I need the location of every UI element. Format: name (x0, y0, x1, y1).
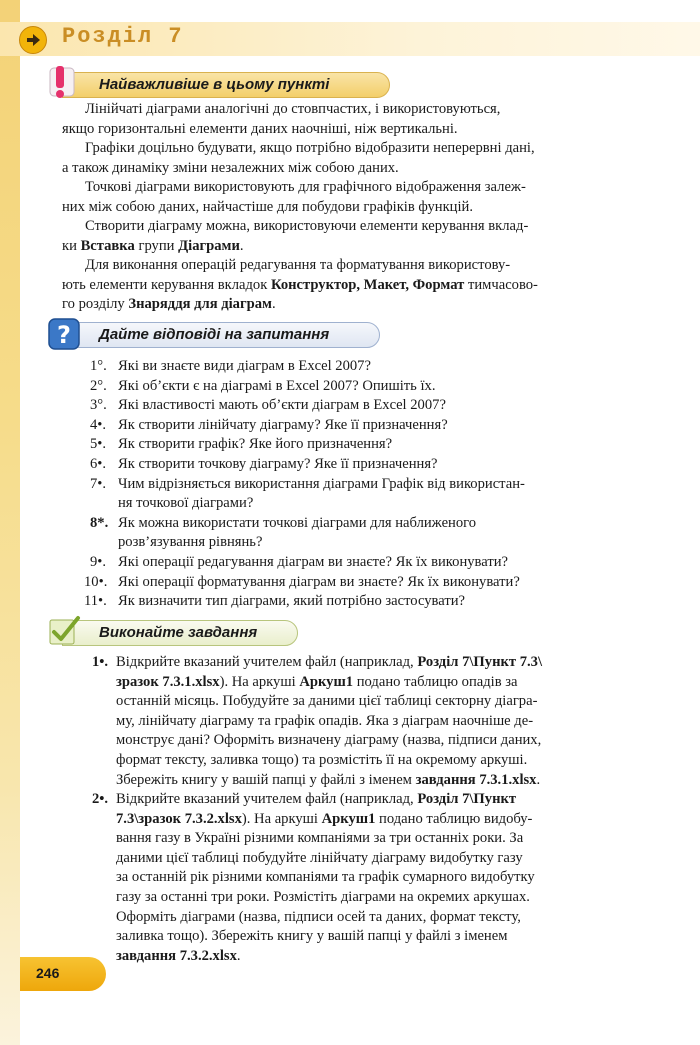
important-p2-line2: а також динаміку зміни незалежних між собою даних. (62, 159, 399, 176)
question-item (84, 573, 650, 593)
question-text: Які ви знаєте види діаграм в Excel 2007? (118, 358, 371, 374)
question-text: Як створити графік? Яке його призначення? (118, 436, 393, 453)
checkmark-notepad-icon (46, 612, 82, 648)
task-2-line6: газу за останні три роки. Розмістіть діаграми на окремих аркушах. (116, 888, 530, 905)
question-text: Які властивості мають об’єкти діаграм в Excel 2007? (118, 397, 446, 414)
tasks-heading: Виконайте завдання (99, 624, 258, 641)
important-p4-line1: Створити діаграму можна, використовуючи елементи керування вклад- (85, 218, 529, 234)
question-text: Як визначити тип діаграми, який потрібно застосувати? (118, 593, 466, 610)
task-2-line3: вання газу в Україні різними компаніями за три останніх роки. За (116, 830, 524, 847)
question-text: Які об’єкти є на діаграмі в Excel 2007? Опишіть їх. (118, 377, 436, 394)
question-text: Які операції редагування діаграм ви знаєте? Як їх виконувати? (118, 553, 509, 570)
bold-term: Діаграми (178, 237, 240, 254)
question-number: 5•. (90, 436, 107, 453)
question-number: 8*. (90, 514, 109, 531)
page-number: 246 (36, 965, 60, 981)
svg-text:?: ? (57, 321, 71, 349)
bold-term: Конструктор, Макет, Формат (270, 276, 465, 293)
important-p5-line3: го розділу Знаряддя для діаграм. (62, 296, 276, 312)
task-1-line1 (92, 653, 652, 673)
bold-term: Аркуш1 (299, 673, 354, 690)
task-1-line4: му, лінійчату діаграму та графік опадів. Яка з діаграм наочніше де- (116, 712, 534, 729)
task-1 (92, 653, 652, 790)
question-text: Які операції форматування діаграм ви знаєте? Як їх виконувати? (118, 573, 520, 590)
text-span: групи (138, 237, 175, 254)
question-number: 2°. (90, 377, 107, 394)
tasks-section-header (62, 620, 298, 646)
question-number: 6•. (90, 455, 107, 472)
question-item (90, 357, 650, 377)
question-item (90, 455, 650, 475)
text-span: Збережіть книгу у вашій папці у файлі з іменем (116, 771, 412, 788)
question-item-continuation (90, 494, 650, 514)
question-item (90, 396, 650, 416)
task-2 (92, 790, 652, 966)
task-2-line9 (92, 947, 652, 967)
question-item (90, 514, 650, 534)
bold-term: Вставка (80, 237, 135, 254)
important-p5-line1: Для виконання операцій редагування та форматування використову- (85, 257, 511, 273)
task-1-line3: останній місяць. Побудуйте за даними цієї таблиці секторну діагра- (116, 693, 538, 710)
question-item (90, 435, 650, 455)
question-text: ня точкової діаграми? (118, 495, 254, 512)
page-number-badge (20, 957, 106, 991)
text-span: ). На аркуші (219, 673, 296, 690)
task-2-line7: Оформіть діаграми (назва, підписи осей та даних, формат тексту, (116, 908, 521, 925)
question-number: 11•. (84, 593, 107, 610)
task-1-line7 (92, 771, 652, 791)
question-item (84, 592, 650, 612)
question-text: Як можна використати точкові діаграми для наближеного (118, 514, 477, 531)
question-item-continuation (90, 533, 650, 553)
task-number: 1•. (92, 654, 109, 670)
important-p5-line2 (62, 276, 642, 296)
important-p2-line1: Графіки доцільно будувати, якщо потрібно відобразити неперервні дані, (85, 140, 535, 156)
question-number: 4•. (90, 416, 107, 433)
bold-term: Аркуш1 (321, 810, 376, 827)
question-item (90, 377, 650, 397)
question-item (90, 416, 650, 436)
important-p4-line2: ки Вставка групи Діаграми. (62, 237, 244, 254)
question-text: Чим відрізняється використання діаграми Графік від використан- (118, 475, 525, 492)
bold-term: Розділ 7\Пункт 7.3\ (417, 654, 543, 670)
important-p1-line2: якщо горизонтальні елементи даних наочніші, ніж вертикальні. (62, 120, 458, 137)
text-span: ). На аркуші (241, 810, 318, 827)
bold-term: зразок 7.3.1.xlsx (116, 673, 220, 690)
question-text: Як створити точкову діаграму? Яке її призначення? (118, 455, 438, 472)
bold-term: завдання 7.3.2.xlsx (116, 947, 237, 964)
arrow-right-icon (19, 26, 47, 54)
text-span: Відкрийте вказаний учителем файл (наприклад, (116, 791, 414, 807)
task-1-line5: монструє дані? Оформіть визначену діаграму (назва, підписи даних, (116, 732, 542, 749)
bold-term: Знаряддя для діаграм (128, 296, 272, 312)
task-2-line8: заливка тощо). Збережіть книгу у вашій папці у файлі з іменем (116, 928, 508, 945)
bold-term: 7.3\зразок 7.3.2.xlsx (116, 810, 242, 827)
text-span: ють елементи керування вкладок (62, 276, 268, 293)
task-2-line2 (92, 810, 652, 830)
exclamation-icon (46, 64, 82, 100)
question-number: 3°. (90, 397, 107, 414)
task-2-line1 (92, 790, 652, 810)
text-span: подано таблицю опадів за (356, 673, 518, 690)
text-span: тимчасово- (467, 276, 538, 293)
task-2-line5: за останній рік різними компаніями та графік сумарного видобутку (116, 869, 535, 886)
important-section-header (62, 72, 390, 98)
important-p1-line1: Лінійчаті діаграми аналогічні до стовпчастих, і використовуються, (85, 101, 501, 117)
question-mark-icon (46, 316, 82, 352)
questions-heading: Дайте відповіді на запитання (99, 326, 330, 343)
question-text: розв’язування рівнянь? (118, 534, 263, 551)
question-text: Як створити лінійчату діаграму? Яке її призначення? (118, 416, 448, 433)
text-span: го розділу (62, 296, 125, 312)
text-span: подано таблицю видобу- (379, 810, 533, 827)
task-number: 2•. (92, 791, 109, 807)
text-span: . (536, 771, 541, 788)
page-margin-strip (0, 0, 20, 1045)
question-number: 9•. (90, 553, 107, 570)
question-item (90, 553, 650, 573)
text-span: Відкрийте вказаний учителем файл (наприклад, (116, 654, 414, 670)
task-1-line6: формат тексту, заливка тощо) та розмістіть її на окремому аркуші. (116, 751, 528, 768)
question-number: 1°. (90, 358, 107, 374)
question-number: 10•. (84, 573, 108, 590)
bold-term: завдання 7.3.1.xlsx (415, 771, 537, 788)
important-heading: Найважливіше в цьому пункті (99, 76, 330, 93)
bold-term: Розділ 7\Пункт (417, 791, 517, 807)
important-p3-line2: них між собою даних, найчастіше для побудови графіків функцій. (62, 198, 473, 215)
text-span: . (236, 947, 241, 964)
important-text (62, 100, 642, 315)
task-1-line2 (92, 673, 652, 693)
chapter-title: Розділ 7 (62, 24, 184, 49)
questions-section-header (62, 322, 380, 348)
question-number: 7•. (90, 475, 107, 492)
important-p3-line1: Точкові діаграми використовують для графічного відображення залеж- (85, 179, 526, 195)
question-item (90, 475, 650, 495)
questions-list (84, 357, 650, 612)
task-2-line4: даними цієї таблиці побудуйте лінійчату діаграму видобутку газу (116, 849, 523, 866)
